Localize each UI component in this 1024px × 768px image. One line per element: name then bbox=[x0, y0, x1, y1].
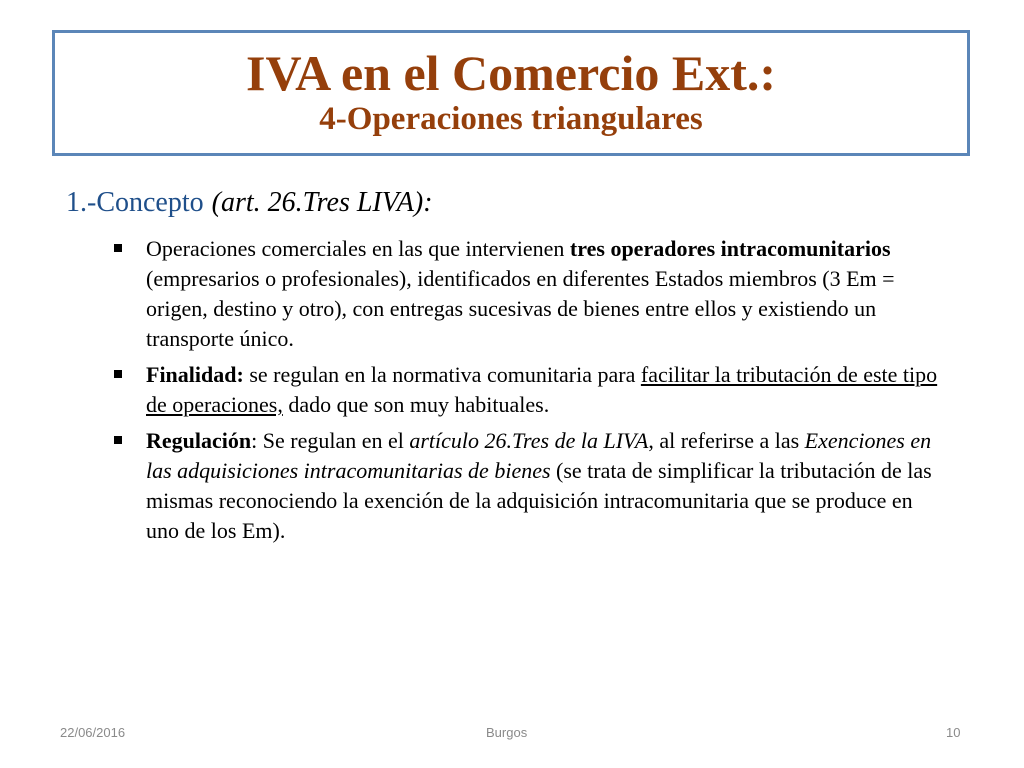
section-heading-main: 1.-Concepto bbox=[66, 187, 204, 218]
footer-date: 22/06/2016 bbox=[60, 725, 126, 740]
square-bullet-icon bbox=[114, 244, 122, 252]
bullet-item-regulacion bbox=[111, 426, 951, 546]
slide-subtitle: 4-Operaciones triangulares bbox=[319, 101, 703, 137]
section-heading-reference: (art. 26.Tres LIVA): bbox=[211, 187, 433, 218]
footer-place: Burgos bbox=[486, 725, 528, 740]
bullet-text: : Se regulan en el bbox=[251, 428, 410, 453]
bullet-bold-text: tres operadores intracomunitarios bbox=[569, 236, 891, 261]
bullet-item-finalidad bbox=[111, 360, 951, 420]
title-box bbox=[52, 30, 970, 156]
bullet-bold-text: Finalidad: bbox=[146, 362, 244, 387]
bullet-italic-text: Exenciones en las adquisiciones intracomunitarias de bienes bbox=[146, 428, 932, 483]
bullet-text: (se trata de simplificar la tributación de las mismas reconociendo la exención de la adquisición intracomunitaria que se produce en uno de los Em). bbox=[146, 458, 932, 543]
square-bullet-icon bbox=[114, 370, 122, 378]
square-bullet-icon bbox=[114, 436, 122, 444]
bullet-underlined-text: facilitar la tributación de este tipo de operaciones, bbox=[146, 362, 938, 417]
footer-page-number: 10 bbox=[946, 725, 961, 740]
bullet-item-operaciones bbox=[111, 234, 951, 354]
bullet-text: Operaciones comerciales en las que intervienen bbox=[146, 236, 570, 261]
bullet-list bbox=[111, 234, 951, 552]
bullet-italic-text: artículo 26.Tres de la LIVA bbox=[409, 428, 649, 453]
bullet-text: se regulan en la normativa comunitaria para bbox=[243, 362, 641, 387]
bullet-bold-text: Regulación bbox=[146, 428, 252, 453]
section-heading bbox=[66, 186, 433, 220]
slide-title: IVA en el Comercio Ext.: bbox=[245, 45, 777, 101]
bullet-text: (empresarios o profesionales), identificados en diferentes Estados miembros (3 Em = origen, destino y otro), con entregas sucesivas de bienes entre ellos y existiendo un transporte único. bbox=[146, 266, 895, 351]
bullet-text: dado que son muy habituales. bbox=[282, 392, 550, 417]
bullet-text: , al referirse a las bbox=[648, 428, 805, 453]
